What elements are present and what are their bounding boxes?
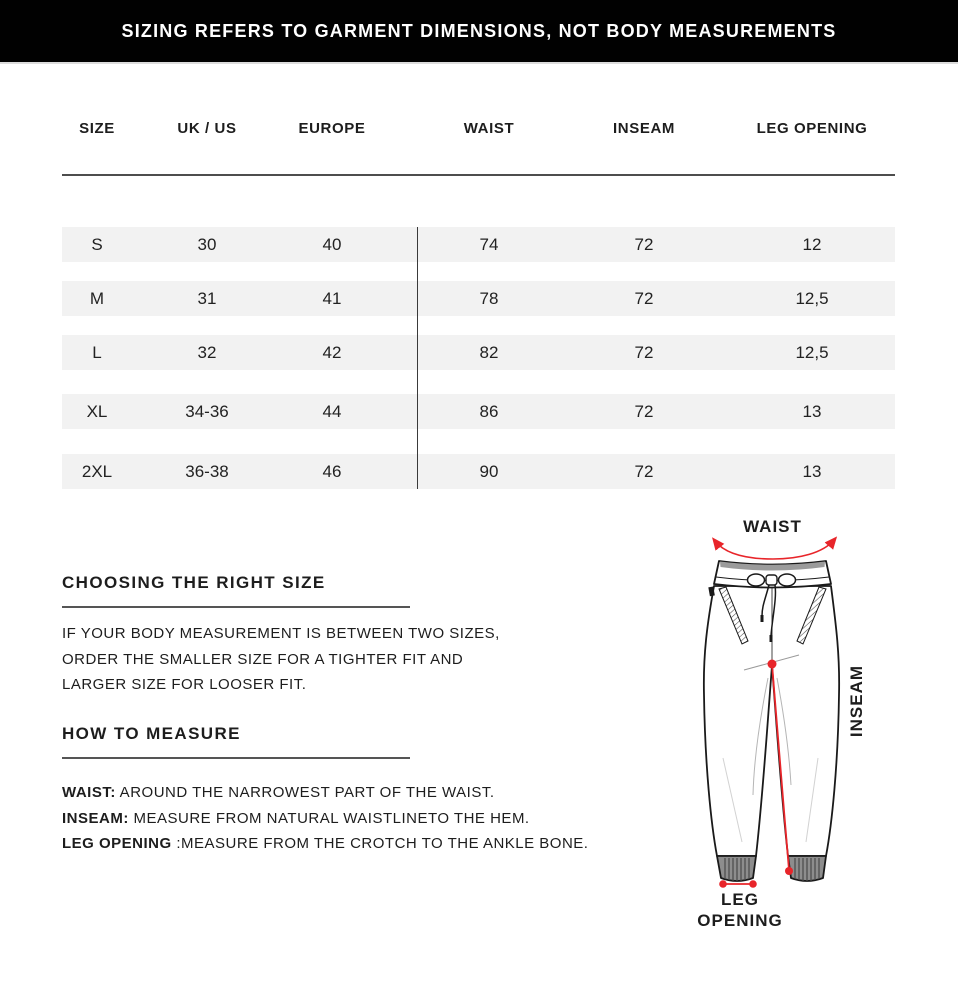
table-cell: 32: [197, 343, 217, 362]
measure-item-text: MEASURE FROM NATURAL WAISTLINETO THE HEM.: [128, 809, 530, 827]
table-cell: S: [91, 235, 103, 254]
table-cell: 31: [197, 289, 217, 308]
ankle-cuffs: [717, 856, 826, 881]
inseam-end-dot: [785, 867, 793, 875]
measure-item-waist: [62, 780, 588, 806]
measure-item-inseam: [62, 806, 588, 832]
how-to-measure-list: [62, 780, 588, 857]
table-cell: M: [89, 289, 105, 308]
table-row-l: [62, 335, 895, 370]
leg-opening-label-line2: OPENING: [697, 911, 783, 930]
table-cell: 13: [802, 462, 822, 481]
table-cell: 46: [322, 462, 342, 481]
table-cell: 12: [802, 235, 822, 254]
table-cell: 12,5: [795, 343, 829, 362]
choosing-size-underline: [62, 606, 410, 608]
table-cell: 44: [322, 402, 342, 421]
table-cell: 42: [322, 343, 342, 362]
table-cell: L: [92, 343, 102, 362]
table-row-m: [62, 281, 895, 316]
table-header-rule: [62, 174, 895, 176]
banner-text: SIZING REFERS TO GARMENT DIMENSIONS, NOT BODY MEASUREMENTS: [121, 20, 837, 41]
crotch-dot: [768, 660, 777, 669]
table-cell: 34-36: [185, 402, 229, 421]
table-cell: 12,5: [795, 289, 829, 308]
how-to-measure-title: HOW TO MEASURE: [62, 724, 241, 743]
table-row-xl: [62, 394, 895, 429]
paragraph-line: IF YOUR BODY MEASUREMENT IS BETWEEN TWO SIZES,: [62, 625, 500, 642]
measure-item-text: AROUND THE NARROWEST PART OF THE WAIST.: [115, 784, 495, 801]
table-cell: 72: [634, 402, 654, 421]
table-cell: 90: [479, 462, 499, 481]
measure-item-label: WAIST:: [62, 784, 116, 801]
size-table-header: [62, 118, 895, 140]
column-header-inseam: INSEAM: [613, 120, 675, 137]
table-cell: 72: [634, 343, 654, 362]
leg-opening-label-line1: LEG: [721, 890, 759, 909]
waist-arrow: [715, 540, 834, 559]
waist-label: WAIST: [743, 517, 802, 536]
leg-opening-label: [665, 889, 815, 931]
measure-item-text: :MEASURE FROM THE CROTCH TO THE ANKLE BONE.: [171, 835, 589, 853]
column-header-leg-opening: LEG OPENING: [756, 120, 868, 137]
column-header-uk-us: UK / US: [177, 120, 237, 137]
table-cell: 78: [479, 289, 499, 308]
column-header-europe: EUROPE: [298, 120, 366, 137]
measure-item-label: LEG OPENING: [62, 835, 172, 853]
table-cell: 72: [634, 235, 654, 254]
paragraph-line: ORDER THE SMALLER SIZE FOR A TIGHTER FIT AND: [62, 650, 464, 668]
table-cell: 72: [634, 462, 654, 481]
table-cell: 82: [479, 343, 499, 362]
table-cell: 30: [197, 235, 217, 254]
choosing-size-title: CHOOSING THE RIGHT SIZE: [62, 573, 326, 592]
table-cell: 40: [322, 235, 342, 254]
table-cell: 74: [479, 235, 499, 254]
table-row-2xl: [62, 454, 895, 489]
table-column-divider: [417, 227, 418, 489]
inseam-label: INSEAM: [847, 664, 866, 738]
banner-bottom-edge: [0, 62, 958, 64]
table-cell: 41: [322, 289, 342, 308]
sizing-disclaimer-banner: [0, 0, 958, 62]
measure-item-leg-opening: [62, 831, 588, 857]
table-cell: 36-38: [185, 462, 229, 481]
column-header-size: SIZE: [79, 120, 115, 137]
how-to-measure-underline: [62, 757, 410, 759]
table-cell: 86: [479, 402, 499, 421]
table-cell: 13: [802, 402, 822, 421]
choosing-size-paragraph: [62, 621, 500, 698]
table-cell: XL: [86, 402, 108, 421]
table-cell: 72: [634, 289, 654, 308]
column-header-waist: WAIST: [463, 120, 515, 137]
table-cell: 2XL: [81, 462, 113, 481]
measure-item-label: INSEAM:: [62, 809, 129, 827]
table-row-s: [62, 227, 895, 262]
jogger-pants-diagram: [660, 505, 958, 950]
paragraph-line: LARGER SIZE FOR LOOSER FIT.: [62, 676, 307, 694]
